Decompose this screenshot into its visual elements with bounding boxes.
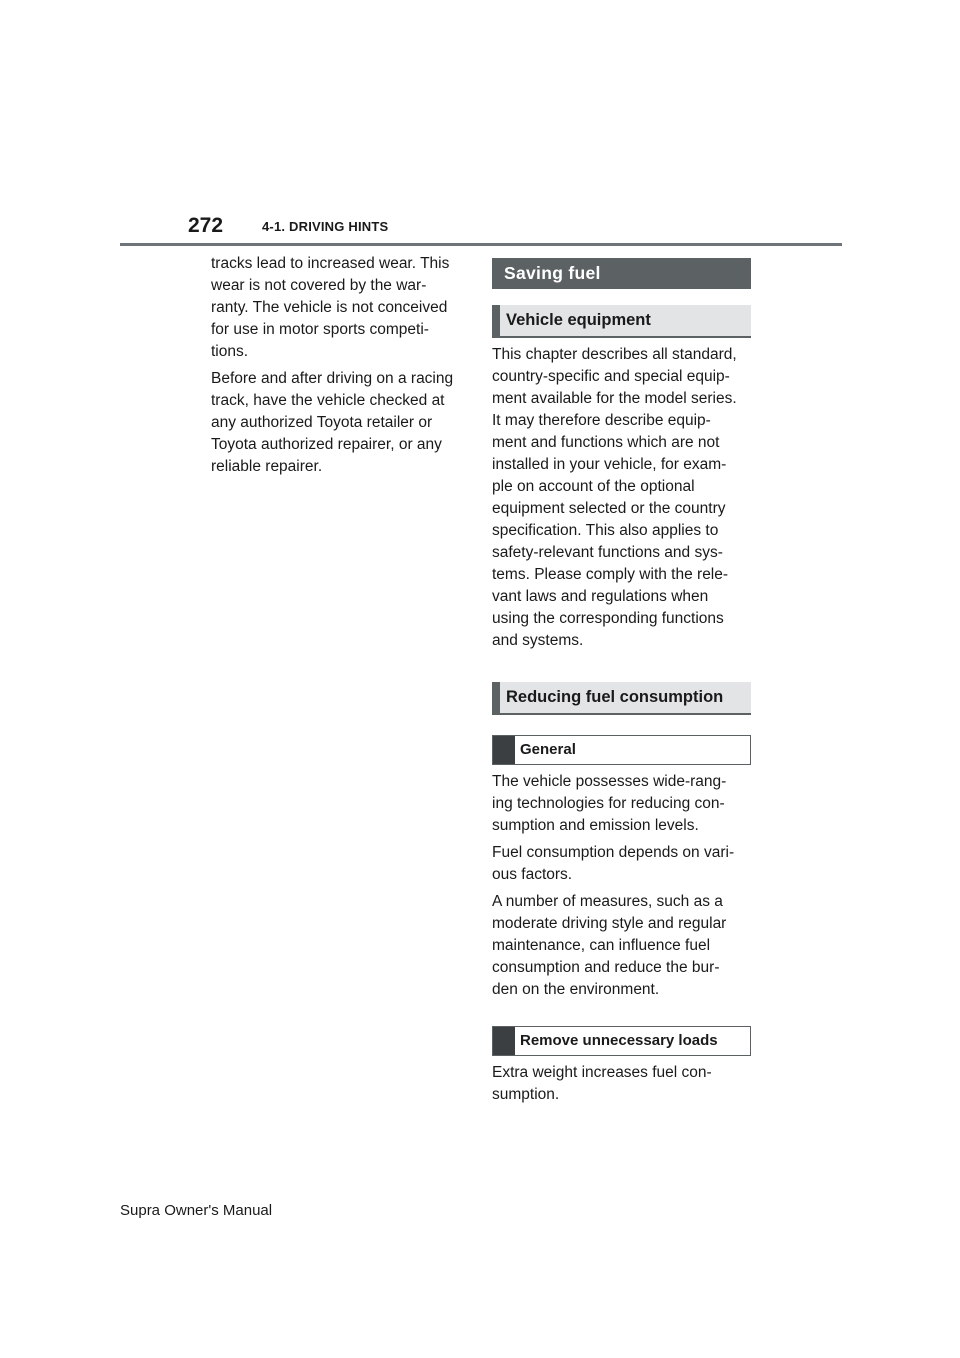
header-rule xyxy=(120,243,842,246)
left-paragraph-2: Before and after driving on a racing track, have the vehicle checked at any authorized Toyota retailer or Toyota authorized repairer, or any reliable repairer. xyxy=(211,370,454,475)
remove-loads-heading-label: Remove unnecessary loads xyxy=(520,1032,718,1049)
remove-loads-heading xyxy=(492,1026,751,1056)
page-number: 272 xyxy=(188,214,224,237)
remove-loads-paragraph: Extra weight increases fuel con- sumption. xyxy=(492,1064,712,1103)
general-heading xyxy=(492,735,751,765)
general-paragraph-2: Fuel consumption depends on vari- ous factors. xyxy=(492,844,735,883)
general-paragraph-3: A number of measures, such as a moderate driving style and regular maintenance, can influence fuel consumption and reduce the bur- den on the environment. xyxy=(492,893,727,998)
general-heading-label: General xyxy=(520,741,576,758)
heading-marker xyxy=(493,1027,515,1055)
left-column xyxy=(211,253,469,483)
right-column xyxy=(492,253,751,1111)
footer-manual-name: Supra Owner's Manual xyxy=(120,1202,273,1219)
vehicle-equipment-paragraph: This chapter describes all standard, country-specific and special equip- ment available for the model series. It may therefore describe equip- ment and functions which are not installed in your vehicle, for exam- ple on account of the optional equipment selected or the country specification. This also applies to safety-relevant functions and sys- tems. Please comply with the rele- vant laws and regulations when using the corresponding functions and systems. xyxy=(492,346,737,649)
section-title: 4-1. DRIVING HINTS xyxy=(262,219,389,234)
left-paragraph-1: tracks lead to increased wear. This wear is not covered by the war- ranty. The vehicle is not conceived for use in motor sports competi- tions. xyxy=(211,255,450,360)
saving-fuel-heading: Saving fuel xyxy=(492,258,751,289)
general-paragraph-1: The vehicle possesses wide-rang- ing technologies for reducing con- sumption and emission levels. xyxy=(492,773,727,834)
heading-marker xyxy=(493,736,515,764)
vehicle-equipment-heading: Vehicle equipment xyxy=(492,305,751,338)
reducing-fuel-heading: Reducing fuel consumption xyxy=(492,682,751,715)
